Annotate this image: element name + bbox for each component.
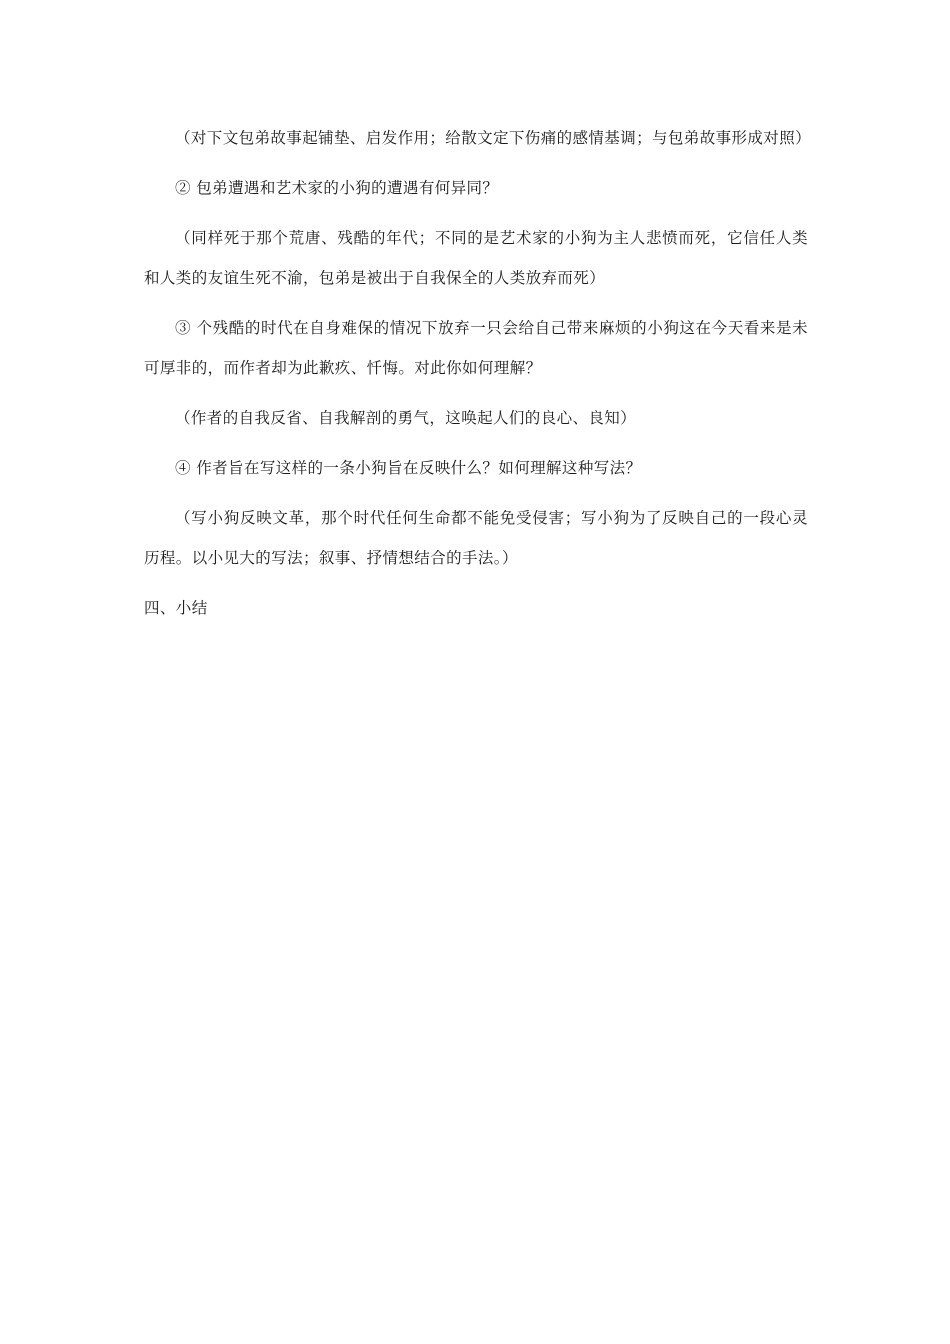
answer-paragraph-1: （对下文包弟故事起铺垫、启发作用；给散文定下伤痛的感情基调；与包弟故事形成对照） [175,129,812,147]
answer-paragraph-3: （作者的自我反省、自我解剖的勇气，这唤起人们的良心、良知） [175,409,637,427]
answer-paragraph-4: （写小狗反映文革，那个时代任何生命都不能免受侵害；写小狗为了反映自己的一段心灵历程。以小见大的写法；叙事、抒情想结合的手法。） [144,509,808,567]
question-paragraph-3: ③ 个残酷的时代在自身难保的情况下放弃一只会给自己带来麻烦的小狗这在今天看来是未可厚非的，而作者却为此歉疚、忏悔。对此你如何理解？ [144,319,808,377]
answer-paragraph-2: （同样死于那个荒唐、残酷的年代；不同的是艺术家的小狗为主人悲愤而死，它信任人类和人类的友谊生死不渝，包弟是被出于自我保全的人类放弃而死） [144,229,808,287]
question-paragraph-2: ② 包弟遭遇和艺术家的小狗的遭遇有何异同？ [175,179,499,197]
document-body [144,118,812,638]
question-paragraph-4: ④ 作者旨在写这样的一条小狗旨在反映什么？如何理解这种写法？ [175,459,642,477]
section-heading: 四、小结 [144,599,208,617]
